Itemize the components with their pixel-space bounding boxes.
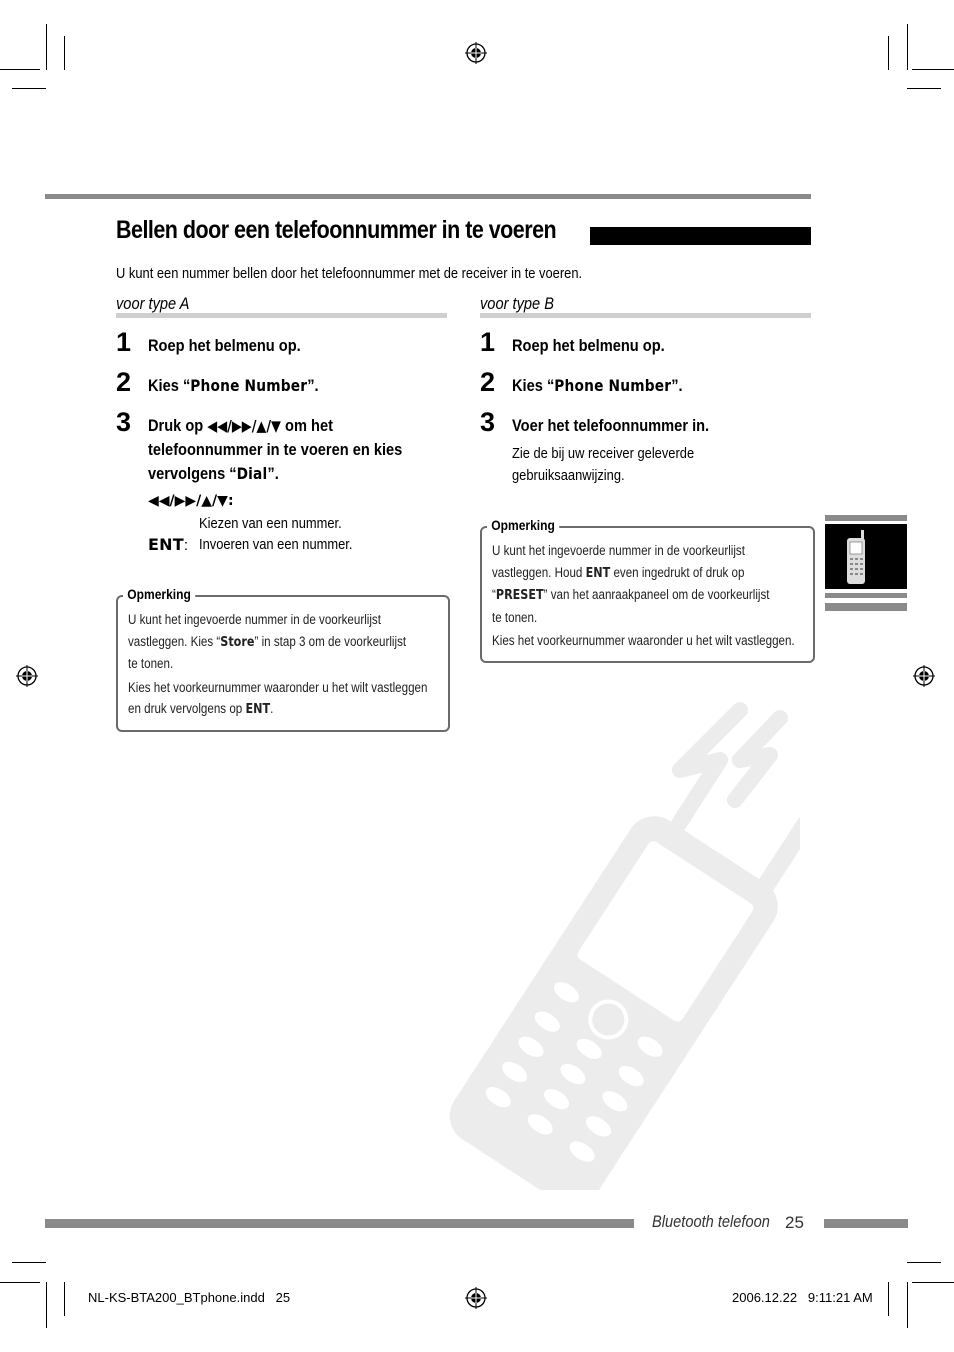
keyword: Phone Number [190,376,308,395]
phone-watermark-icon [440,700,800,1190]
registration-mark-icon [465,42,487,64]
key-label: ◀◀/▶▶/▲/▼: [148,493,234,509]
step-number: 3 [116,407,132,437]
crop-mark [46,1282,47,1328]
col-a-heading: voor type A [116,294,190,313]
registration-mark-icon [16,665,38,687]
side-tab-stripe [825,515,907,521]
crop-mark [912,69,954,70]
ent-description: Invoeren van een nummer. [199,536,353,553]
footer-rule-right [824,1219,908,1228]
crop-mark [912,1282,954,1283]
footer-section-label: Bluetooth telefoon [652,1212,770,1231]
crop-mark [907,1262,941,1263]
step-number: 1 [480,327,496,357]
footer-rule-left [45,1219,634,1228]
crop-mark [64,36,65,70]
phone-tab-icon [825,524,907,589]
col-b-heading: voor type B [480,294,554,313]
slug-file: NL-KS-BTA200_BTphone.indd 25 [88,1290,291,1305]
step-text: Kies “Phone Number”. [148,376,319,395]
note-text: U kunt het ingevoerde nummer in de voorkeurlijst vastleggen. Houd ENT even ingedrukt of druk op “PRESET” van het aanraakpaneel om de voorkeurlijst te tonen. Kies het voorkeurnummer waaronder u het wilt vastleggen. [492,543,795,648]
step-text: Voer het telefoonnummer in. [512,416,710,435]
col-b-heading-rule [480,313,811,318]
note-title: Opmerking [487,517,559,533]
crop-mark [46,24,47,70]
crop-mark [0,69,40,70]
keyword: Dial [236,464,268,483]
intro-text: U kunt een nummer bellen door het telefoonnummer met de receiver in te voeren. [116,265,583,282]
col-a-heading-rule [116,313,447,318]
step-number: 3 [480,407,496,437]
crop-mark [907,24,908,70]
page-title: Bellen door een telefoonnummer in te voeren [116,216,557,244]
crop-mark [12,1262,46,1263]
crop-mark [888,36,889,70]
side-tab-stripe [825,603,907,611]
step-text: Kies “Phone Number”. [512,376,683,395]
keyword: Phone Number [554,376,672,395]
page-number: 25 [785,1213,804,1232]
step-number: 2 [480,367,496,397]
step-subtext: Zie de bij uw receiver geleverde gebruiksaanwijzing. [512,445,695,484]
crop-mark [907,1282,908,1328]
crop-mark [12,88,46,89]
step-number: 1 [116,327,132,357]
ent-label: ENT: [148,535,189,554]
registration-mark-icon [913,665,935,687]
side-tab-stripe [825,593,907,598]
crop-mark [64,1282,65,1316]
step-number: 2 [116,367,132,397]
key-description: Kiezen van een nummer. [199,515,342,532]
crop-mark [888,1282,889,1316]
step-text: Druk op ◀◀/▶▶/▲/▼ om het telefoonnummer in te voeren en kies vervolgens “Dial”. [148,416,403,483]
step-text: Roep het belmenu op. [512,336,665,355]
note-text: U kunt het ingevoerde nummer in de voorkeurlijst vastleggen. Kies “Store” in stap 3 om de voorkeurlijst te tonen. Kies het voorkeurnummer waaronder u het wilt vastleggen en druk vervolgens op ENT. [128,612,428,717]
slug-date: 2006.12.22 9:11:21 AM [732,1290,873,1305]
registration-mark-icon [465,1287,487,1309]
step-text: Roep het belmenu op. [148,336,301,355]
key-symbols: ◀◀/▶▶/▲/▼ [207,417,281,435]
crop-mark [0,1282,40,1283]
top-rule [45,194,811,199]
side-tab [825,524,907,589]
title-bar [590,227,811,245]
note-title: Opmerking [123,586,195,602]
crop-mark [907,88,941,89]
